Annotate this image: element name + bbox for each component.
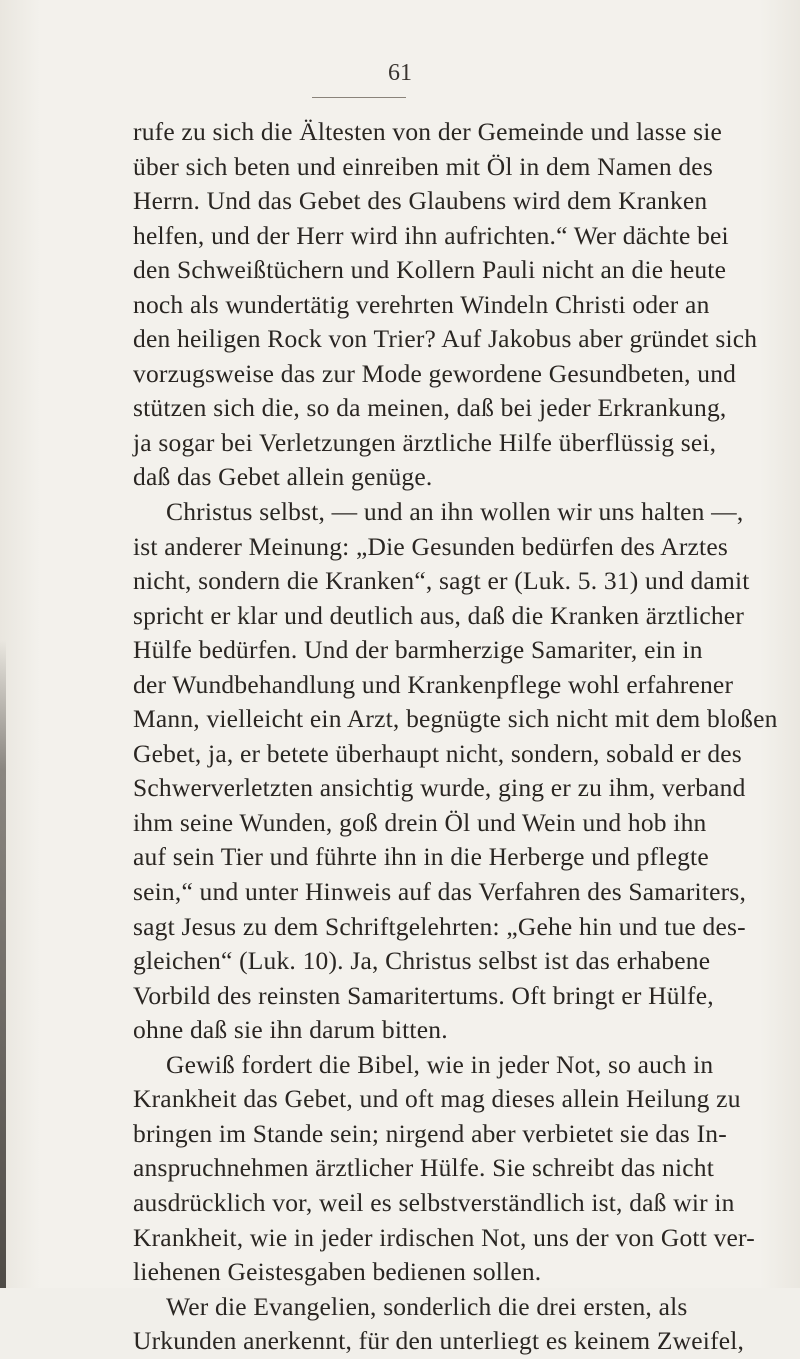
paragraph-first-line: Christus selbst, — und an ihn wollen wir uns halten —,: [166, 497, 744, 527]
text-line: nicht, sondern die Kranken“, sagt er (Luk. 5. 31) und damit: [133, 566, 750, 596]
text-line: ausdrücklich vor, weil es selbstverständlich ist, daß wir in: [133, 1187, 735, 1217]
text-line: sein,“ und unter Hinweis auf das Verfahren des Samariters,: [133, 877, 747, 907]
text-line: den heiligen Rock von Trier? Auf Jakobus aber gründet sich: [133, 324, 758, 354]
text-line: bringen im Stande sein; nirgend aber verbietet sie das In-: [133, 1118, 727, 1148]
text-line: Krankheit das Gebet, und oft mag dieses allein Heilung zu: [133, 1084, 741, 1114]
page-number-rule: [312, 97, 406, 98]
text-line: rufe zu sich die Ältesten von der Gemeinde und lasse sie: [133, 117, 723, 146]
text-line: über sich beten und einreiben mit Öl in dem Namen des: [133, 151, 713, 181]
text-line: liehenen Geistesgaben bedienen sollen.: [133, 1257, 542, 1287]
text-line: ja sogar bei Verletzungen ärztliche Hilfe überflüssig sei,: [133, 427, 717, 457]
body-text: [133, 115, 778, 1359]
text-line: auf sein Tier und führte ihn in die Herberge und pflegte: [133, 842, 709, 872]
text-line: ihm seine Wunden, goß drein Öl und Wein und hob ihn: [133, 807, 707, 837]
text-line: Herrn. Und das Gebet des Glaubens wird dem Kranken: [133, 186, 708, 216]
text-line: noch als wundertätig verehrten Windeln Christi oder an: [133, 289, 710, 319]
text-line: Vorbild des reinsten Samaritertums. Oft bringt er Hülfe,: [133, 980, 714, 1010]
text-line: spricht er klar und deutlich aus, daß die Kranken ärztlicher: [133, 600, 745, 630]
text-line: vorzugsweise das zur Mode gewordene Gesundbeten, und: [133, 358, 737, 388]
paragraph-first-line: Gewiß fordert die Bibel, wie in jeder Not, so auch in: [166, 1049, 714, 1079]
text-line: Urkunden anerkennt, für den unterliegt es keinem Zweifel,: [133, 1326, 745, 1356]
text-line: gleichen“ (Luk. 10). Ja, Christus selbst ist das erhabene: [133, 946, 711, 976]
text-line: ist anderer Meinung: „Die Gesunden bedürfen des Arztes: [133, 531, 728, 561]
text-line: den Schweißtüchern und Kollern Pauli nicht an die heute: [133, 255, 727, 285]
text-line: stützen sich die, so da meinen, daß bei jeder Erkrankung,: [133, 393, 727, 423]
text-line: Gebet, ja, er betete überhaupt nicht, sondern, sobald er des: [133, 738, 742, 768]
text-line: sagt Jesus zu dem Schriftgelehrten: „Gehe hin und tue des-: [133, 911, 746, 941]
text-line: anspruchnehmen ärztlicher Hülfe. Sie schreibt das nicht: [133, 1153, 715, 1183]
text-line: der Wundbehandlung und Krankenpflege wohl erfahrener: [133, 669, 734, 699]
text-line: daß das Gebet allein genüge.: [133, 462, 433, 492]
text-line: Schwerverletzten ansichtig wurde, ging er zu ihm, verband: [133, 773, 746, 803]
page-number: 61: [388, 60, 412, 86]
text-line: helfen, und der Herr wird ihn aufrichten.“ Wer dächte bei: [133, 220, 729, 250]
page-shadow-edge: [0, 640, 6, 1288]
text-line: ohne daß sie ihn darum bitten.: [133, 1015, 448, 1045]
paragraph-first-line: Wer die Evangelien, sonderlich die drei ersten, als: [166, 1291, 688, 1321]
text-line: Hülfe bedürfen. Und der barmherzige Samariter, ein in: [133, 635, 703, 665]
text-line: Mann, vielleicht ein Arzt, begnügte sich nicht mit dem bloßen: [133, 704, 778, 734]
text-line: Krankheit, wie in jeder irdischen Not, uns der von Gott ver-: [133, 1222, 755, 1252]
